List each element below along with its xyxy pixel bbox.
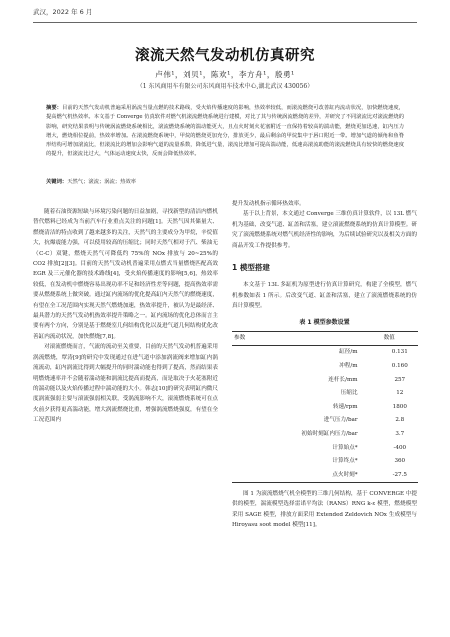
table-cell: 转速/rpm <box>332 403 358 410</box>
table-row <box>232 387 418 401</box>
table-cell: 冲程/m <box>339 363 358 370</box>
table-cell: 连杆长/mm <box>328 376 358 383</box>
paper-affiliation: （1 东风商用车有限公司东风商用车技术中心,湖北武汉 430056） <box>136 83 314 90</box>
table-row <box>232 468 418 482</box>
body-paragraph: 对滚流燃烧而言，气流的流动至关重要，目前的天然气发动机普遍采用涡流燃烧，覃涛[9]的研究中发现通过在进气道中添加涡流阀来增加缸内涡流流动，缸内涡流比得到大幅提升的同时湍动能也得到了提高，然而结果表明燃烧速率并不会随着湍动能和涡流比提高而提高，而是取决于火花塞附近的湍动能以及火焰传播过程中湍动能的大小。韩志[10]的研究表明缸内微尺度涡流强弱主要与滚流强弱相关联，受涡流影响不大，滚流燃烧系统可在点火前夕获得更高湍动能，增大涡流燃烧比重，增强涡流燃烧强度，有望在全工况范围内 <box>33 344 218 424</box>
table-cell: 0.160 <box>391 363 408 370</box>
abstract <box>46 104 404 160</box>
body-paragraph: 随着石油资源短缺与环境污染问题的日益加剧，寻找新型的清洁内燃机替代燃料已经成为当前汽车行业重点关注的问题[1]。天然气因其储量大、燃烧清洁的特点收到了越来越多的关注，天然气的主要成分为甲烷，辛烷值大，抗爆震能力强，可以使用较高的压缩比；同时天然气相对于汽、柴油无（C-C）双键，燃烧天然气可降低约 75%的 NOx 排放与 20~25%的 CO2 排放[2][3]。目前的天然气发动机普遍采用点燃式当量燃烧匹配高效 EGR 及三元催化器的技术路线[4]，受火焰传播速度的影响[5,6]，热效率较低，在发动机中燃烧容易出现功率不足和经济性差等问题，提高热效率需要从燃烧系统上做突破。通过缸内流场的优化提高缸内天然气的燃烧速度，有望在全工况范围内实现天然气燃烧加速，热效率提升，被认为是最经济、最具潜力的天然气发动机热效率提升策略之一。缸内流场的优化总体而言主要有两个方向，分别是基于燃烧室几何结构优化以及进气道几何结构优化改善缸内流动状况，加快燃烧[7,8]。 <box>33 209 218 340</box>
table-cell: 缸径/m <box>339 349 358 356</box>
table-cell: 3.7 <box>395 431 405 437</box>
table-cell: 360 <box>394 458 406 465</box>
right-column <box>232 199 417 530</box>
parameters-table <box>232 331 418 483</box>
table-row <box>232 373 418 387</box>
table-row <box>232 359 418 373</box>
table-cell: 计算始点* <box>332 444 358 451</box>
keywords-label: 关键词： <box>46 179 68 185</box>
table-header-cell: 数值 <box>382 332 418 346</box>
table-cell: 0.131 <box>391 349 408 356</box>
table-cell: 压缩比 <box>340 390 358 397</box>
running-header: 武汉，2022 年 6 月 <box>33 8 93 16</box>
table-cell: 进气压力/bar <box>323 417 358 424</box>
table-row <box>232 400 418 414</box>
body-paragraph: 本文基于 13L 多缸机为原型进行仿真计算研究，构建了全模型，燃气机参数如表 1 所示。后改变气道、缸盖和活塞，建立了滚流燃烧系统的仿真计算模型。 <box>232 282 417 310</box>
table-row <box>232 441 418 455</box>
body-paragraph: 图 1 为滚流燃烧气机全模型的三维几何结构，基于 CONVERGE 中提供的模型，湍流模型选择雷诺平均法（RANS）RNG k-ε 模型，燃烧模型采用 SAGE 模型，排放方面采用 Extended Zeldovich NOx 生成模型与 Hiroyasu soot model 模型[11]。 <box>232 490 417 528</box>
table-cell: -400 <box>393 444 407 451</box>
table-cell: -27.5 <box>382 468 418 482</box>
header-rule <box>33 22 417 23</box>
table-title: 表 1 模型参数设置 <box>299 318 350 326</box>
body-paragraph: 提升发动机指示循环热效率。 <box>232 201 305 207</box>
table-header-row <box>232 332 418 346</box>
table-cell: 计算终点* <box>332 458 358 465</box>
table-row <box>232 455 418 469</box>
table-header-cell: 参数 <box>232 332 382 346</box>
paper-title: 滚流天然气发动机仿真研究 <box>135 48 315 64</box>
table-cell: 257 <box>394 376 406 383</box>
left-column <box>33 207 218 426</box>
keywords-text: 天然气；滚流；涡流；热效率 <box>67 179 137 185</box>
abstract-text: 目前的天然气发动机普遍采用涡流当量点燃的技术路线，受火焰传播速度的影响，热效率较低，而滚流燃烧可改善缸内流动状况，加快燃烧速度，提高燃气机热效率。本文基于 Converge 仿真软件对燃气机滚流燃烧系统进行建模，对比了其与传统涡流燃烧的差异，并研究了不同滚流比对滚流燃烧的影响，研究结果表明与传统涡流燃烧系统相比，滚流燃烧系统的湍动能更大，且点火时刻火花塞附近一直保持着较高的湍动能，燃烧更加迅速，缸内压力增大，燃烧相位提前，热效率增加。在滚流燃烧系统中，甲烷的燃烧更加充分，排放更少，最后剩余的甲烷集中于唇口附近一带。增加气道的倾角和鱼脊形结构可增加滚流比，但滚流比的增加会影响气道的流量系数，降低进气量，滚流比增加可提高湍动能，低速高滚流助能的滚流燃烧具有较快的燃烧速度的提升，但滚流比过大，气体运动速度太快，反而会降低热效率。 <box>46 105 404 158</box>
paper-authors: 卢伟¹，刘贝¹，陈欢¹，李方舟¹，殷勇¹ <box>155 70 295 79</box>
section-heading: 1 模型搭建 <box>232 263 270 273</box>
body-paragraph: 基于以上背景，本文通过 Converge 三维仿真计算软件，以 13L 燃气机为基础，改变气道、缸盖和活塞，建立滚流燃烧系统的仿真计算模型。研究了滚流燃烧系统对燃气机经济性的影响，为后续试验研究以及相关方面的商品开发工作提供参考。 <box>232 211 417 249</box>
table-cell: 12 <box>396 390 404 397</box>
table-cell: 1800 <box>392 403 407 410</box>
table-row <box>232 414 418 428</box>
table-cell: 初始时刻缸内压力/bar <box>301 431 358 437</box>
table-row <box>232 427 418 441</box>
keywords <box>46 178 404 187</box>
table-cell: 2.8 <box>395 417 405 424</box>
abstract-label: 摘要： <box>46 105 63 111</box>
table-cell: 点火时刻* <box>232 468 382 482</box>
table-row <box>232 345 418 359</box>
